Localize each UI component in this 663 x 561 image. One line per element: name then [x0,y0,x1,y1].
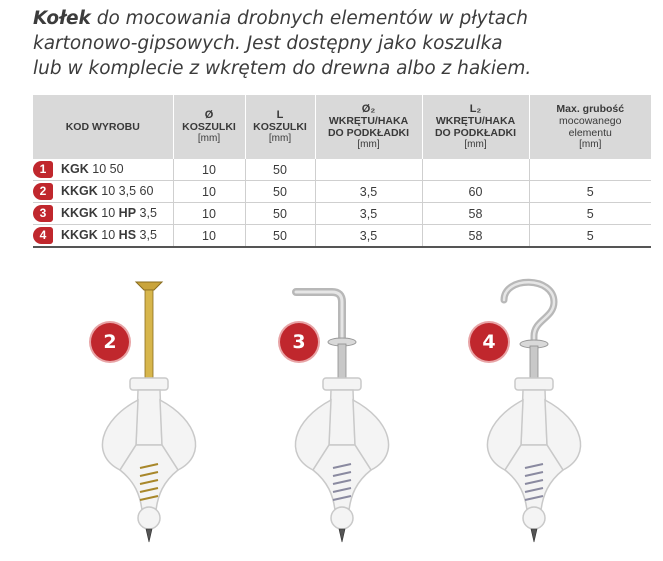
row-length: 50 [245,225,315,248]
row-code: 4 KKGK 10 HS 3,5 [33,225,173,248]
figure-badge-4: 4 [470,323,508,361]
header-length: L KOSZULKI [mm] [245,95,315,159]
figure-badge-3: 3 [280,323,318,361]
figure-screw [80,270,230,561]
row-max-thickness: 5 [529,181,651,203]
table-row [33,159,651,181]
row-max-thickness [529,159,651,181]
row-number-badge: 4 [33,227,53,244]
row-screw-length [422,159,529,181]
row-number-badge: 1 [33,161,53,178]
table-header-row [33,95,651,159]
spec-table [33,95,651,248]
figure-badge-2: 2 [91,323,129,361]
row-code: 1 KGK 10 50 [33,159,173,181]
header-screw-diameter: Ø₂ WKRĘTU/HAKA DO PODKŁADKI [mm] [315,95,422,159]
intro-line-1-rest: do mocowania drobnych elementów w płytach [90,8,529,29]
row-number-badge: 2 [33,183,53,200]
intro-lead: Kołek [33,8,91,29]
row-number-badge: 3 [33,205,53,222]
header-diameter: Ø KOSZULKI [mm] [173,95,245,159]
row-code: 3 KKGK 10 HP 3,5 [33,203,173,225]
row-length: 50 [245,159,315,181]
intro-line-3: lub w komplecie z wkrętem do drewna albo z hakiem. [33,58,532,79]
table-row [33,181,651,203]
intro-line-2: kartonowo-gipsowych. Jest dostępny jako koszulka [33,33,503,54]
row-max-thickness: 5 [529,225,651,248]
row-screw-diameter: 3,5 [315,181,422,203]
row-screw-length: 58 [422,203,529,225]
row-diameter: 10 [173,159,245,181]
row-screw-diameter: 3,5 [315,225,422,248]
intro-text [33,6,653,81]
figure-round-hook [462,270,612,561]
row-code: 2 KKGK 10 3,5 60 [33,181,173,203]
header-screw-length: L₂ WKRĘTU/HAKA DO PODKŁADKI [mm] [422,95,529,159]
row-screw-diameter: 3,5 [315,203,422,225]
angle-hook-plug-illustration [272,270,422,561]
intro-line-1 [33,6,653,31]
row-max-thickness: 5 [529,203,651,225]
row-diameter: 10 [173,181,245,203]
row-screw-length: 60 [422,181,529,203]
row-length: 50 [245,181,315,203]
screw-plug-illustration [80,270,230,561]
row-screw-diameter [315,159,422,181]
row-diameter: 10 [173,203,245,225]
header-max-thickness: Max. grubość mocowanego elementu [mm] [529,95,651,159]
row-diameter: 10 [173,225,245,248]
row-length: 50 [245,203,315,225]
table-row [33,225,651,248]
row-screw-length: 58 [422,225,529,248]
round-hook-plug-illustration [462,270,612,561]
header-code: KOD WYROBU [33,95,173,159]
table-row [33,203,651,225]
figure-angle-hook [272,270,422,561]
